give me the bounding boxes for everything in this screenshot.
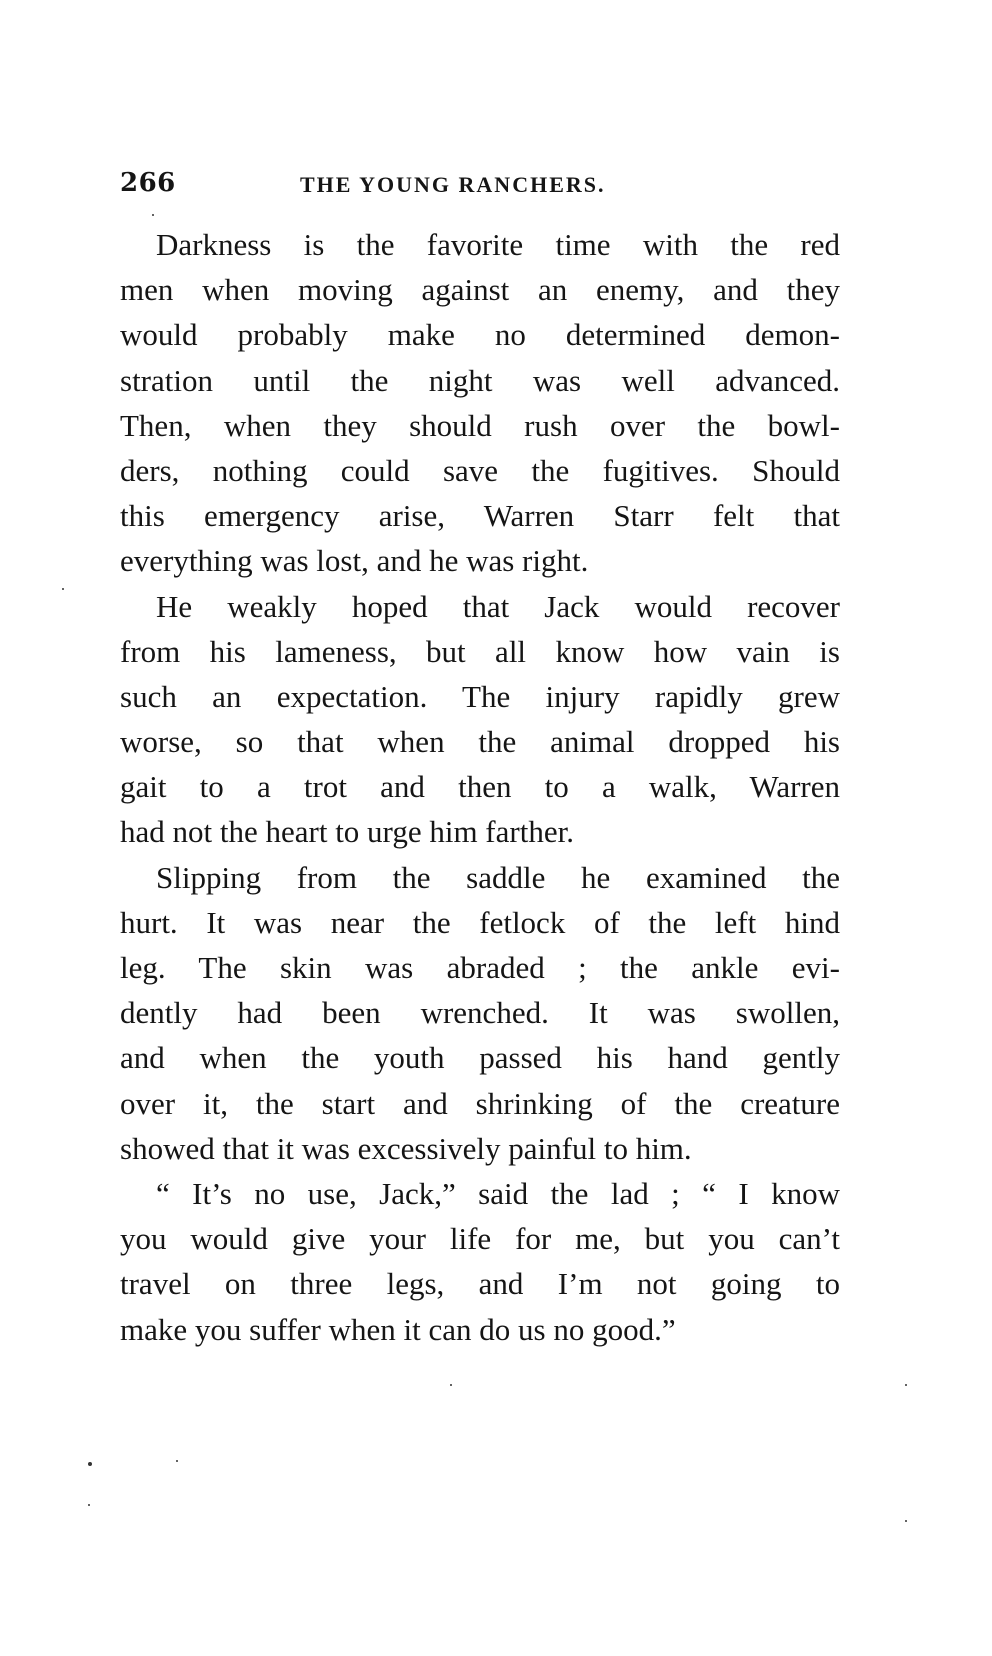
page-number: 266 xyxy=(120,168,176,198)
text-line: stration until the night was well advanced. xyxy=(120,362,840,398)
paragraph-1 xyxy=(120,222,840,584)
text-line: Then, when they should rush over the bowl- xyxy=(120,407,840,443)
text-line: travel on three legs, and I’m not going to xyxy=(120,1266,840,1302)
text-line: “ It’s no use, Jack,” said the lad ; “ I know xyxy=(156,1175,840,1211)
scan-speck xyxy=(88,1462,92,1466)
text-line: worse, so that when the animal dropped his xyxy=(120,724,840,760)
running-head xyxy=(120,168,840,204)
text-line: would probably make no determined demon- xyxy=(120,317,840,353)
text-line: leg. The skin was abraded ; the ankle evi- xyxy=(120,950,840,985)
text-line: you would give your life for me, but you can’t xyxy=(120,1221,840,1257)
paragraph-4 xyxy=(120,1171,840,1352)
text-line: over it, the start and shrinking of the creature xyxy=(120,1085,840,1121)
text-line: this emergency arise, Warren Starr felt that xyxy=(120,498,840,534)
text-line: Slipping from the saddle he examined the xyxy=(156,859,840,895)
scan-speck xyxy=(88,1504,90,1506)
scan-speck xyxy=(62,588,64,590)
scan-speck xyxy=(905,1384,907,1386)
text-line: such an expectation. The injury rapidly grew xyxy=(120,678,840,714)
scan-speck xyxy=(905,1520,907,1522)
paragraph-3 xyxy=(120,855,840,1171)
body-text xyxy=(120,222,840,1352)
text-line: everything was lost, and he was right. xyxy=(120,543,589,579)
scan-speck xyxy=(450,1384,452,1386)
paragraph-2 xyxy=(120,584,840,855)
scan-speck xyxy=(176,1460,178,1462)
text-line: He weakly hoped that Jack would recover xyxy=(156,588,840,624)
text-line: hurt. It was near the fetlock of the left hind xyxy=(120,904,840,940)
text-line: and when the youth passed his hand gently xyxy=(120,1040,840,1076)
scan-speck xyxy=(152,214,154,216)
text-line: showed that it was excessively painful to him. xyxy=(120,1130,692,1166)
text-line: gait to a trot and then to a walk, Warren xyxy=(120,769,840,805)
running-title: THE YOUNG RANCHERS. xyxy=(300,172,606,197)
text-line: dently had been wrenched. It was swollen, xyxy=(120,995,840,1031)
text-line: had not the heart to urge him farther. xyxy=(120,814,574,850)
text-line: men when moving against an enemy, and they xyxy=(120,272,840,308)
text-line: from his lameness, but all know how vain is xyxy=(120,633,840,669)
text-line: Darkness is the favorite time with the red xyxy=(156,227,840,262)
text-line: ders, nothing could save the fugitives. Should xyxy=(120,452,840,488)
text-line: make you suffer when it can do us no good.” xyxy=(120,1311,676,1347)
